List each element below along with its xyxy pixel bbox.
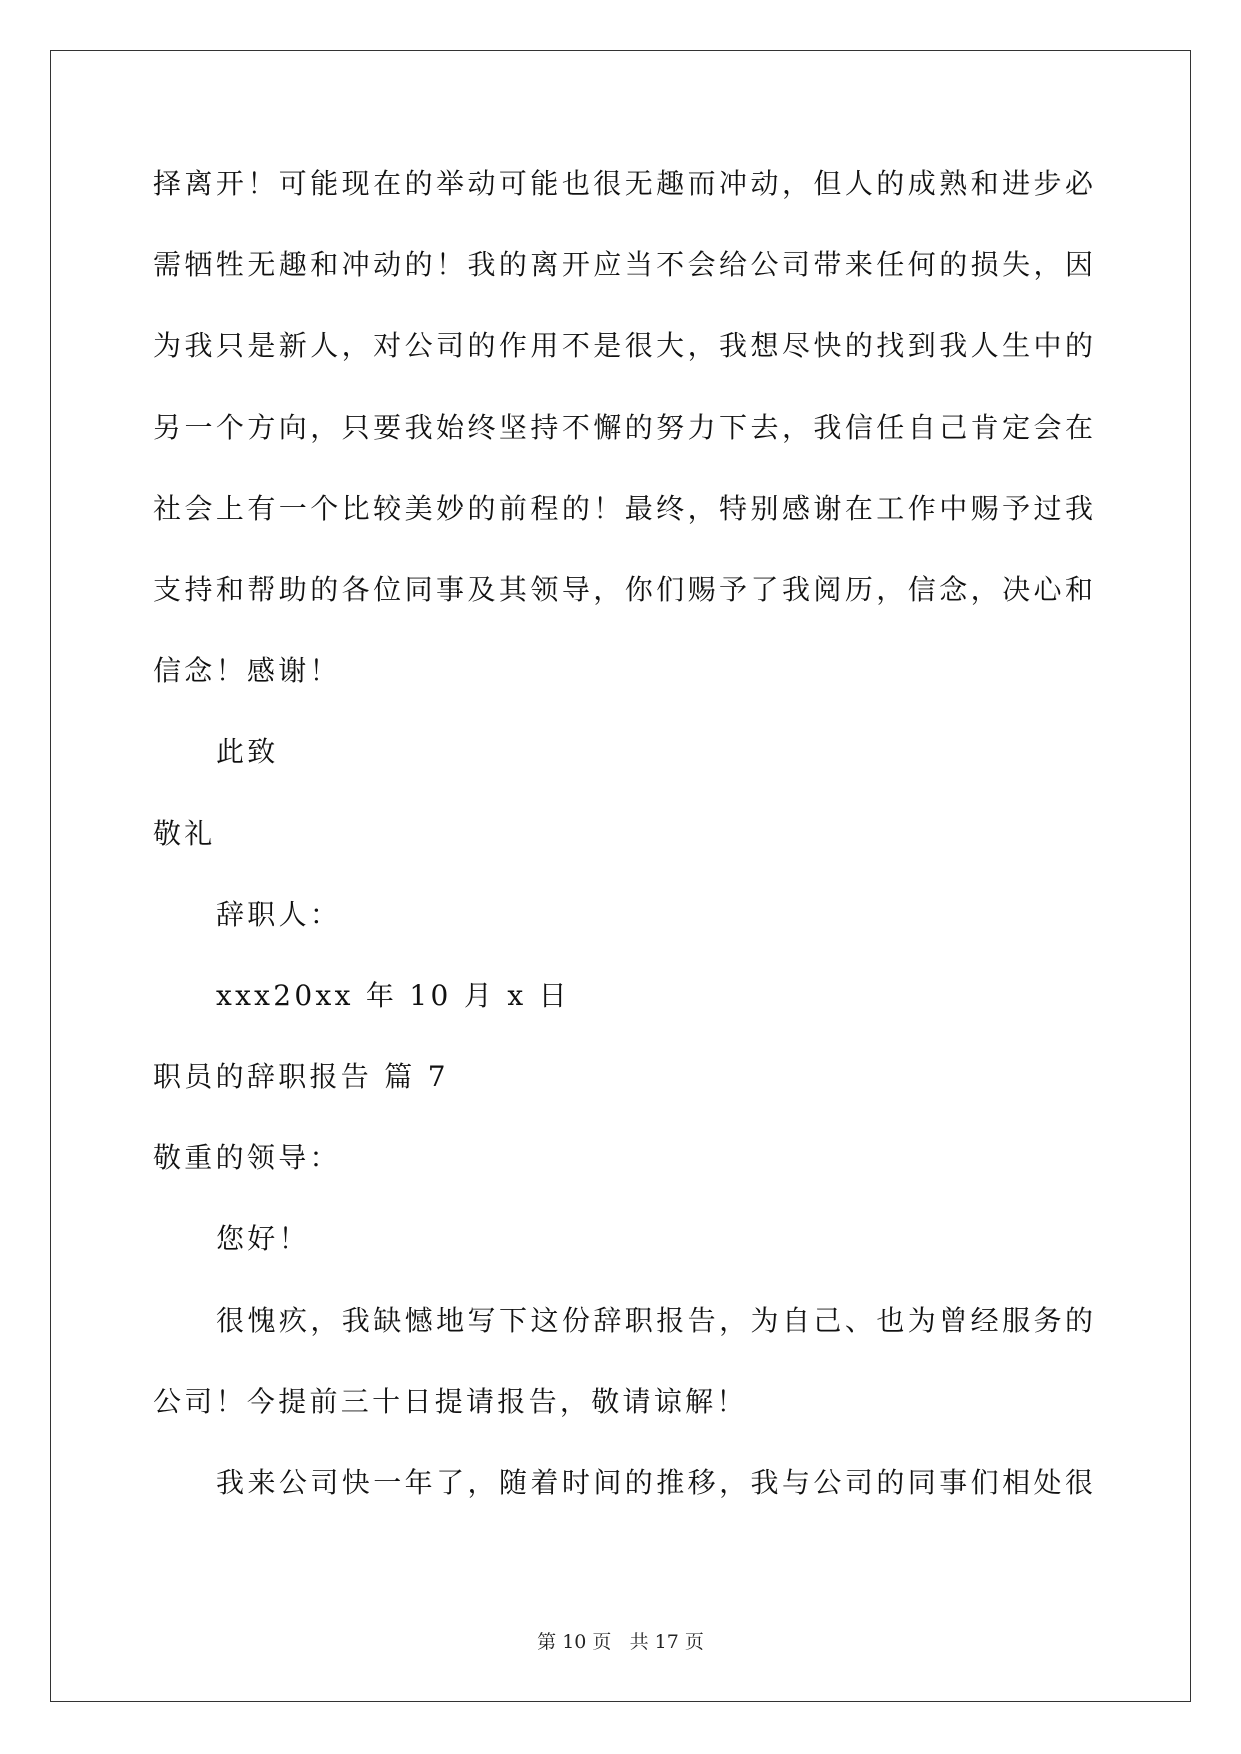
page-footer [0,1627,1241,1654]
page-total: 共 17 页 [629,1631,704,1653]
paragraph-line: 择离开！可能现在的举动可能也很无趣而冲动，但人的成熟和进步必 [153,167,1093,200]
paragraph-line: 为我只是新人，对公司的作用不是很大，我想尽快的找到我人生中的 [153,329,1093,363]
closing-salutation: 此致 [216,735,279,769]
greeting-recipient: 敬重的领导： [153,1141,341,1175]
signature-label: 辞职人： [216,897,342,931]
paragraph-line: 很愧疚，我缺憾地写下这份辞职报告，为自己、也为曾经服务的 [216,1303,1093,1337]
paragraph-line: 公司！今提前三十日提请报告，敬请谅解！ [153,1384,748,1418]
greeting-line: 您好！ [216,1222,310,1256]
page-number: 第 10 页 [537,1631,612,1653]
paragraph-line: 需牺牲无趣和冲动的！我的离开应当不会给公司带来任何的损失，因 [153,248,1093,282]
paragraph-line: 我来公司快一年了，随着时间的推移，我与公司的同事们相处很 [216,1466,1093,1499]
paragraph-line: 社会上有一个比较美妙的前程的！最终，特别感谢在工作中赐予过我 [153,491,1093,525]
signature-date: xxx20xx 年 10 月 x 日 [216,978,570,1012]
section-title: 职员的辞职报告 篇 7 [153,1060,449,1094]
document-body [153,164,1093,1544]
closing-regards: 敬礼 [153,816,216,850]
paragraph-line: 另一个方向，只要我始终坚持不懈的努力下去，我信任自己肯定会在 [153,410,1093,444]
paragraph-line: 支持和帮助的各位同事及其领导，你们赐予了我阅历，信念，决心和 [153,572,1093,606]
paragraph-line: 信念！感谢！ [153,654,341,688]
